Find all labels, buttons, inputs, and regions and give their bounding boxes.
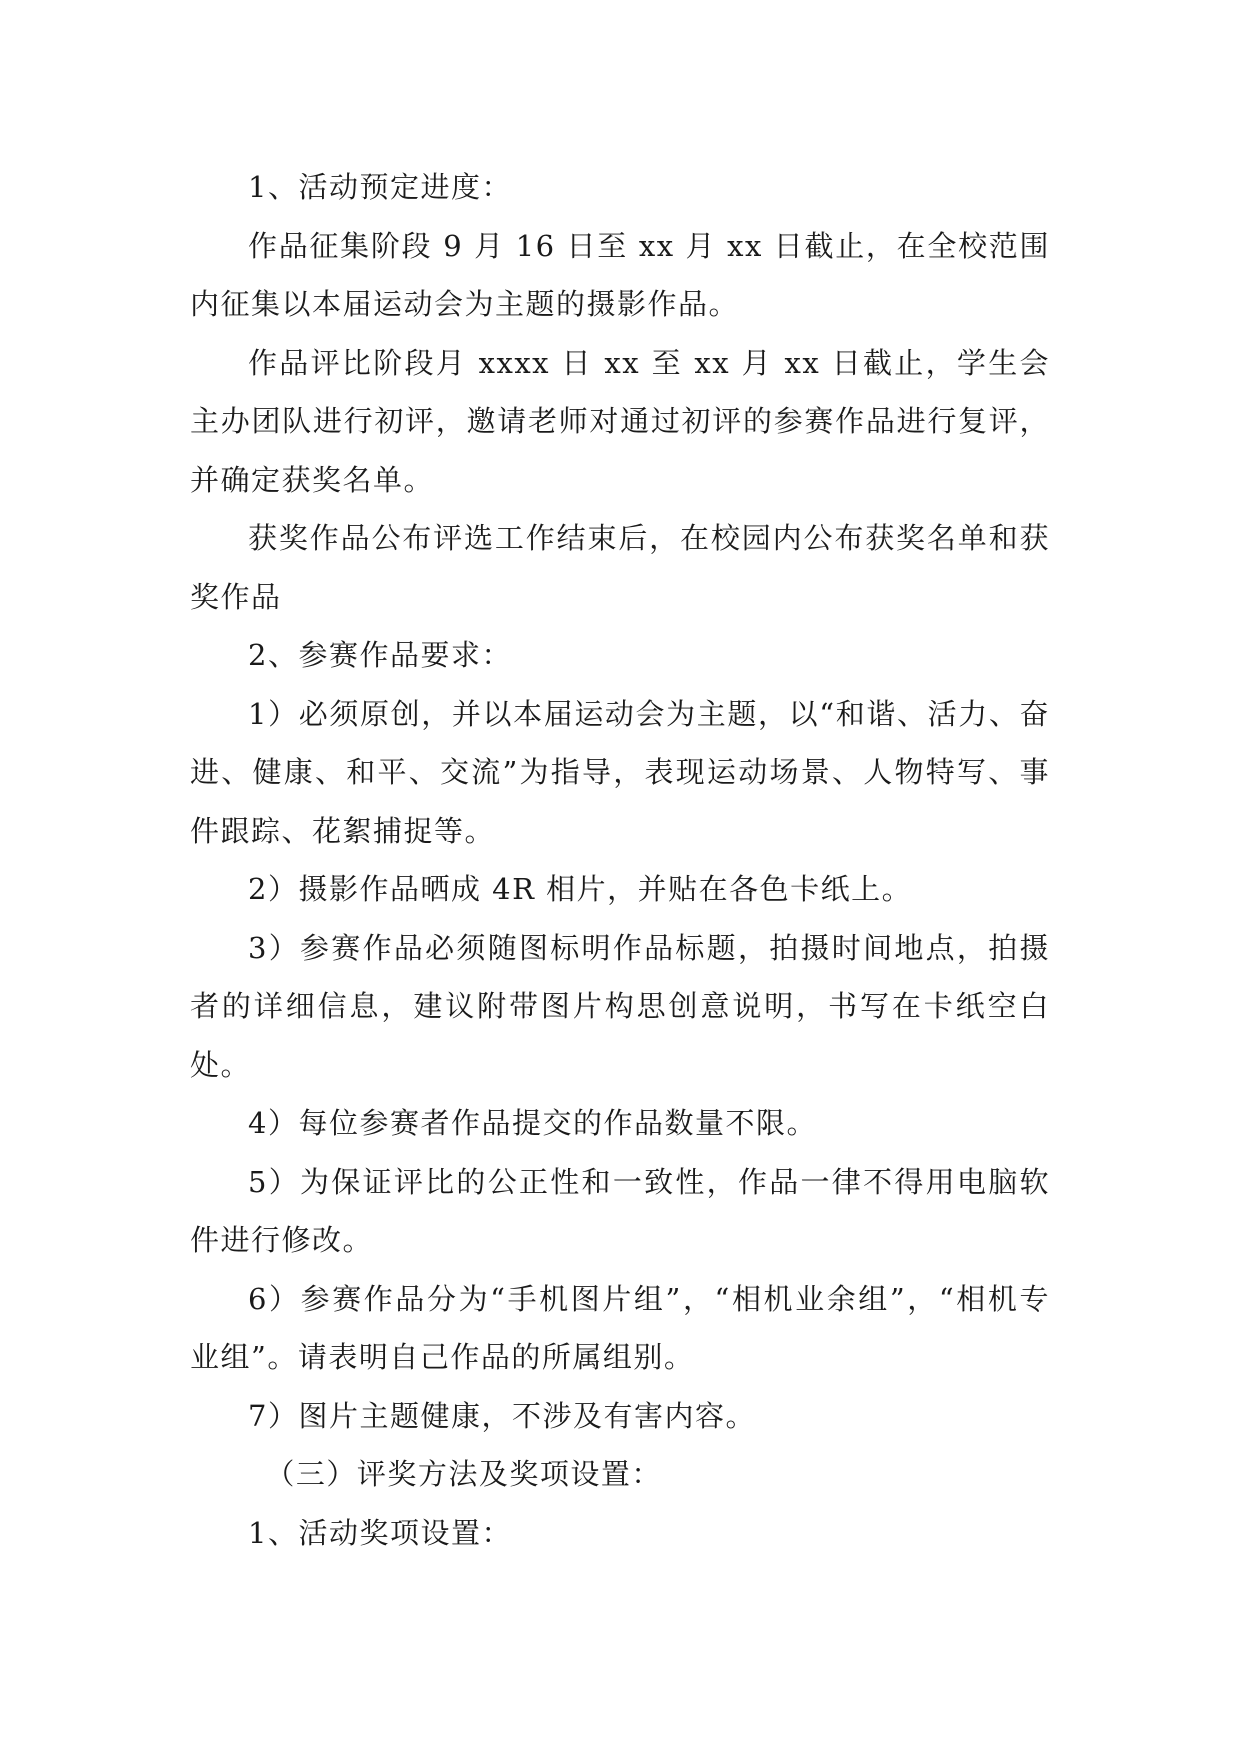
paragraph-judging-stage: 作品评比阶段月 xxxx 日 xx 至 xx 月 xx 日截止，学生会主办团队进行初评，邀请老师对通过初评的参赛作品进行复评，并确定获奖名单。 <box>190 345 1050 497</box>
paragraph-awards-heading: 1、活动奖项设置： <box>248 1515 512 1550</box>
paragraph-requirement-1: 1）必须原创，并以本届运动会为主题，以“和谐、活力、奋进、健康、和平、交流”为指导，表现运动场景、人物特写、事件跟踪、花絮捕捉等。 <box>190 696 1050 848</box>
paragraph-section-three-heading: （三）评奖方法及奖项设置： <box>265 1457 662 1491</box>
paragraph-requirement-7: 7）图片主题健康，不涉及有害内容。 <box>248 1398 756 1433</box>
paragraph-requirement-2: 2）摄影作品晒成 4R 相片，并贴在各色卡纸上。 <box>248 872 913 906</box>
paragraph-requirement-5: 5）为保证评比的公正性和一致性，作品一律不得用电脑软件进行修改。 <box>190 1164 1050 1257</box>
paragraph-requirement-6: 6）参赛作品分为“手机图片组”，“相机业余组”，“相机专业组”。请表明自己作品的所属组别。 <box>190 1281 1050 1374</box>
paragraph-collection-stage: 作品征集阶段 9 月 16 日至 xx 月 xx 日截止，在全校范围内征集以本届运动会为主题的摄影作品。 <box>190 228 1050 321</box>
paragraph-requirement-3: 3）参赛作品必须随图标明作品标题，拍摄时间地点，拍摄者的详细信息，建议附带图片构思创意说明，书写在卡纸空白处。 <box>190 930 1050 1082</box>
paragraph-progress-heading: 1、活动预定进度： <box>248 170 512 204</box>
document-body <box>190 158 1050 1562</box>
paragraph-requirements-heading: 2、参赛作品要求： <box>248 638 512 672</box>
paragraph-award-announcement: 获奖作品公布评选工作结束后，在校园内公布获奖名单和获奖作品 <box>190 521 1050 614</box>
paragraph-requirement-4: 4）每位参赛者作品提交的作品数量不限。 <box>248 1106 817 1140</box>
